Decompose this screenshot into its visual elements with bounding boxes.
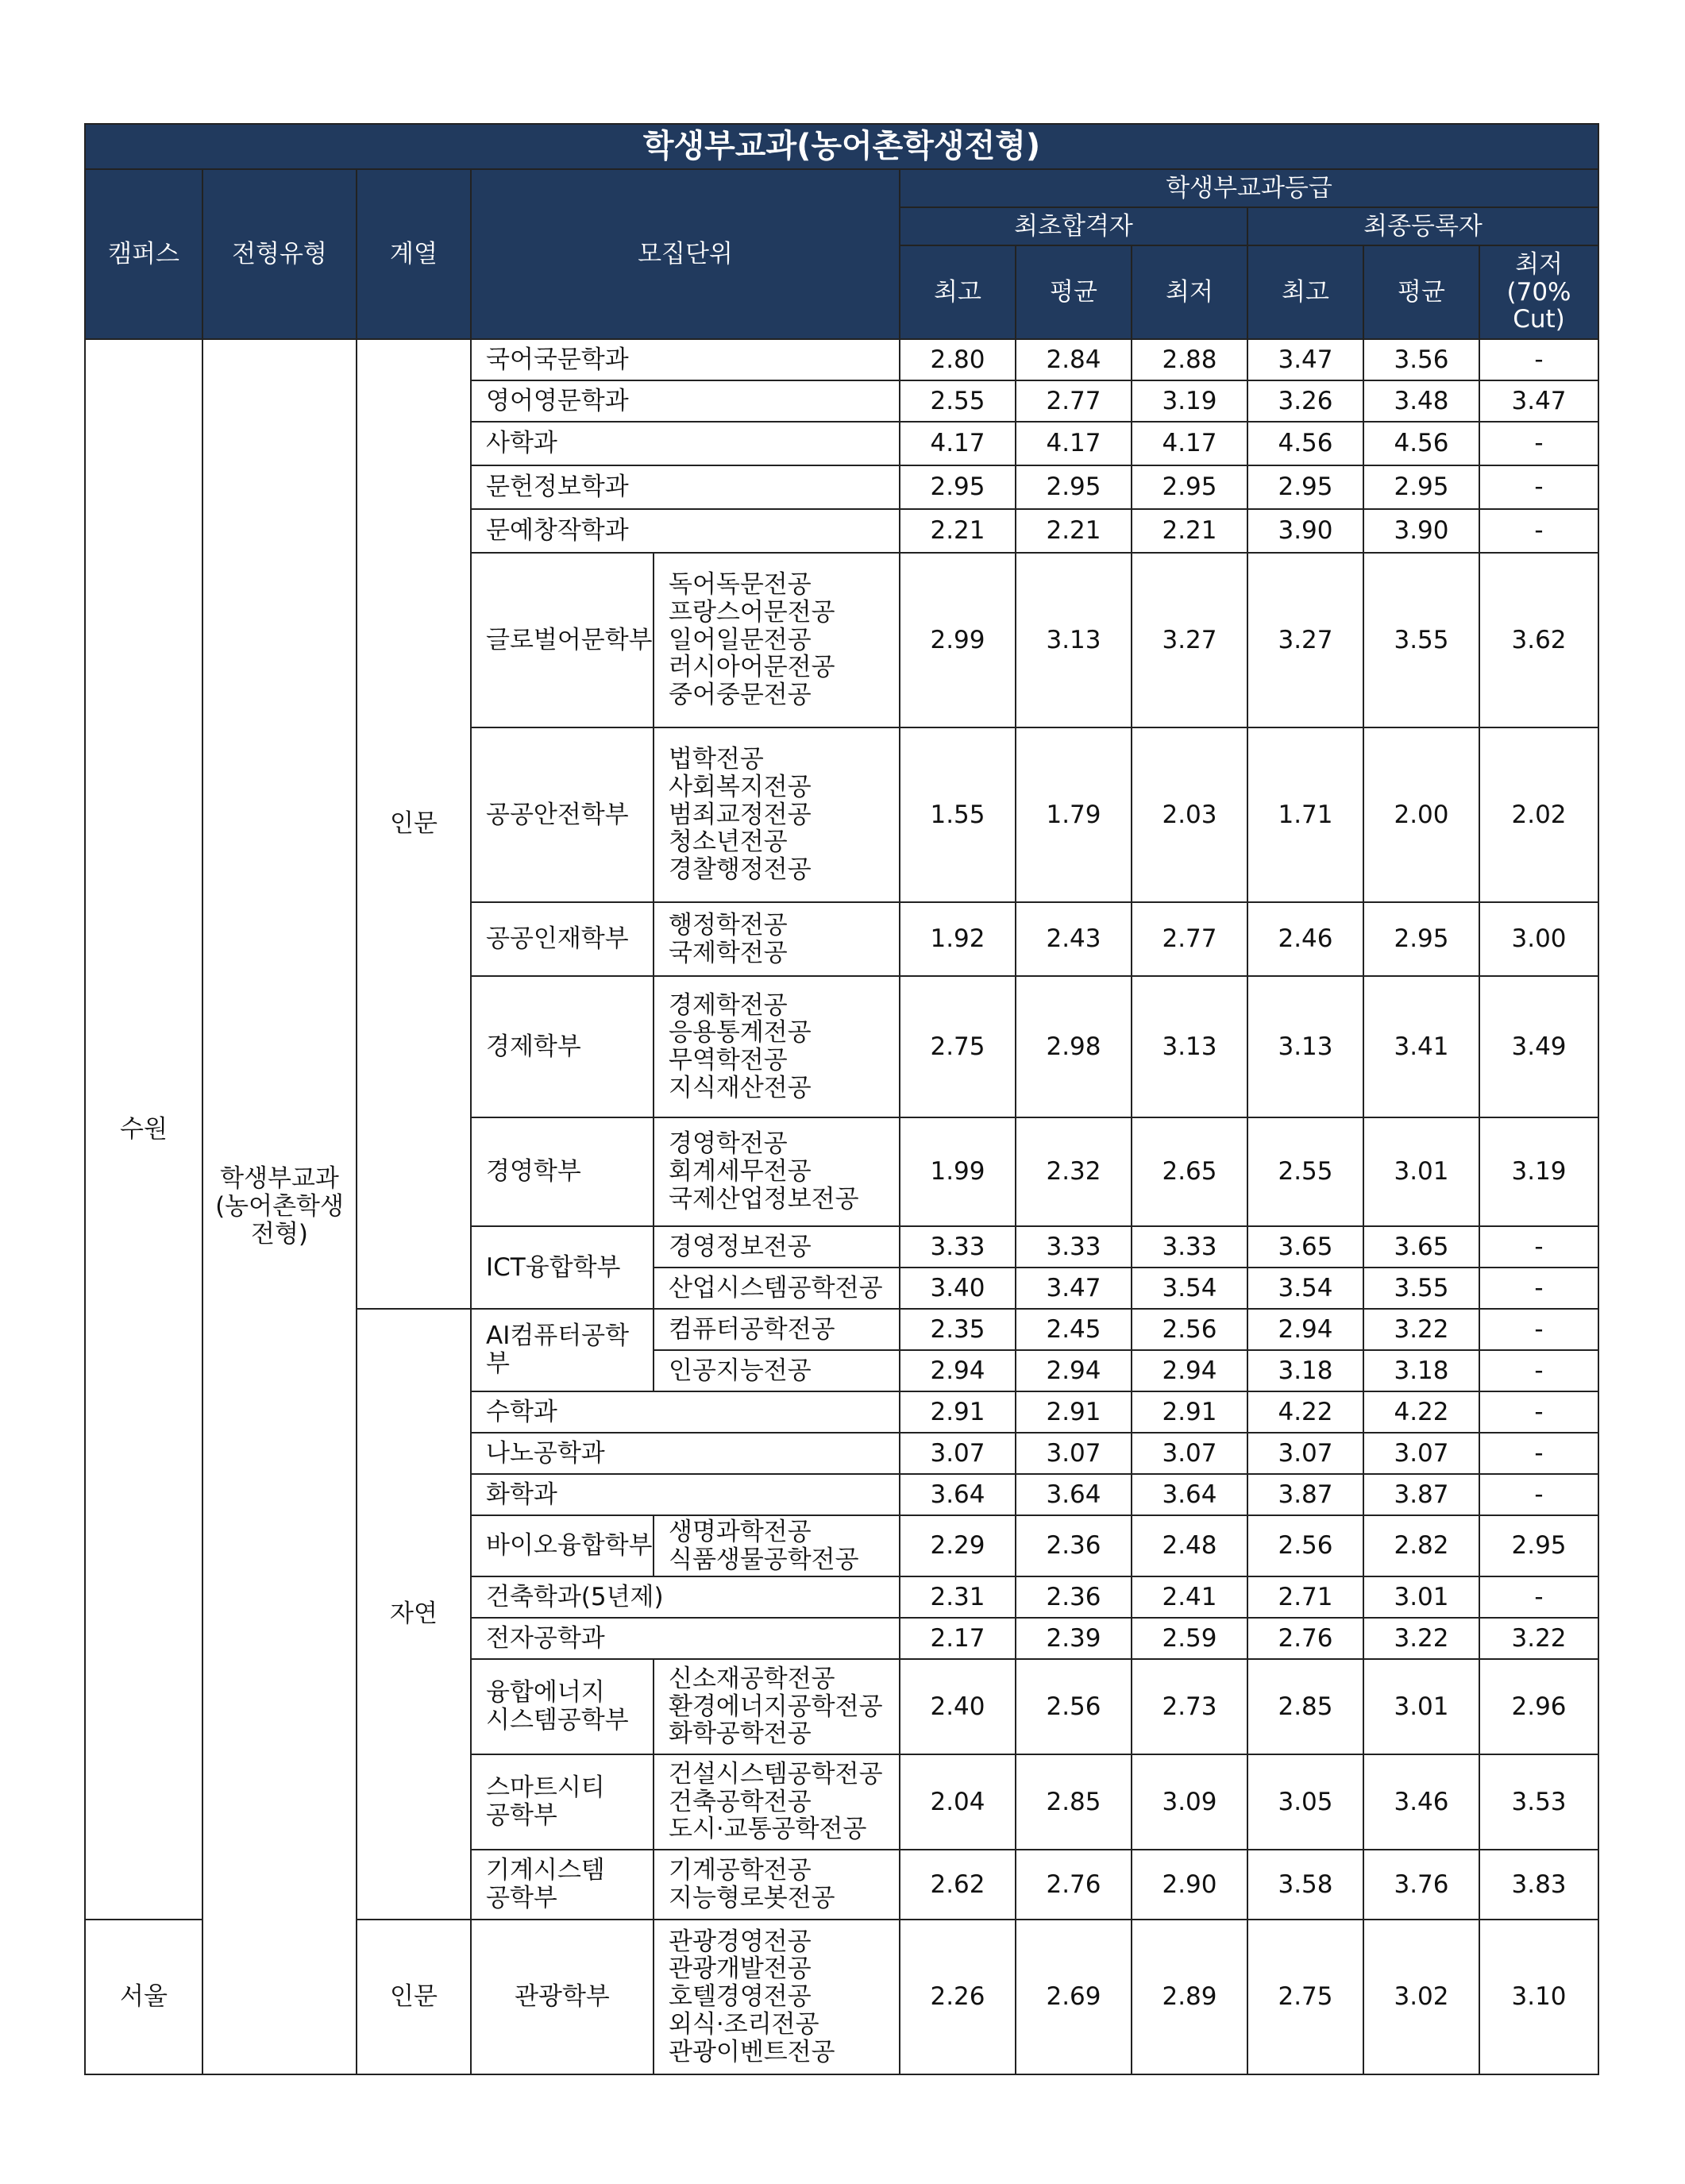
grade-final-avg: 4.22 (1363, 1391, 1479, 1433)
grade-final-max: 2.56 (1247, 1515, 1363, 1576)
grade-initial-min: 3.13 (1132, 976, 1247, 1117)
grade-initial-max: 2.55 (900, 380, 1016, 422)
grade-initial-avg: 3.47 (1016, 1268, 1132, 1309)
grade-final-max: 2.85 (1247, 1659, 1363, 1754)
table-body (85, 339, 1598, 2074)
dept-name: 나노공학과 (471, 1433, 900, 1474)
grade-initial-max: 2.40 (900, 1659, 1016, 1754)
grade-initial-min: 3.64 (1132, 1474, 1247, 1515)
grade-initial-avg: 2.76 (1016, 1850, 1132, 1920)
grade-final-max: 2.75 (1247, 1920, 1363, 2074)
grade-initial-max: 2.21 (900, 509, 1016, 553)
grade-initial-avg: 2.45 (1016, 1309, 1132, 1350)
grade-final-min-70cut: - (1479, 1350, 1598, 1391)
grade-initial-min: 2.59 (1132, 1618, 1247, 1659)
grade-final-min-70cut: - (1479, 1474, 1598, 1515)
major-list: 행정학전공 국제학전공 (654, 902, 900, 976)
grade-final-min-70cut: 3.10 (1479, 1920, 1598, 2074)
major-list: 독어독문전공 프랑스어문전공 일어일문전공 러시아어문전공 중어중문전공 (654, 553, 900, 727)
header-final-avg: 평균 (1363, 245, 1479, 339)
major-list: 생명과학전공 식품생물공학전공 (654, 1515, 900, 1576)
header-recruitment-unit: 모집단위 (471, 169, 900, 339)
header-final-max: 최고 (1247, 245, 1363, 339)
grade-final-min-70cut: - (1479, 1226, 1598, 1268)
track-sciences: 자연 (357, 1309, 471, 1920)
dept-name: 사학과 (471, 422, 900, 465)
grade-final-max: 4.22 (1247, 1391, 1363, 1433)
grade-initial-avg: 3.13 (1016, 553, 1132, 727)
grade-initial-avg: 2.95 (1016, 465, 1132, 509)
grade-final-min-70cut: 3.00 (1479, 902, 1598, 976)
header-final-min-70cut: 최저 (70% Cut) (1479, 245, 1598, 339)
campus-seoul: 서울 (85, 1920, 202, 2074)
grade-final-max: 3.90 (1247, 509, 1363, 553)
grade-final-avg: 3.56 (1363, 339, 1479, 380)
grade-initial-avg: 2.39 (1016, 1618, 1132, 1659)
grade-final-avg: 3.87 (1363, 1474, 1479, 1515)
grade-initial-avg: 2.56 (1016, 1659, 1132, 1754)
grade-final-avg: 2.95 (1363, 902, 1479, 976)
grade-initial-max: 2.91 (900, 1391, 1016, 1433)
dept-name: 경영학부 (471, 1117, 654, 1226)
major-list: 법학전공 사회복지전공 범죄교정전공 청소년전공 경찰행정전공 (654, 727, 900, 902)
grade-initial-max: 3.40 (900, 1268, 1016, 1309)
grade-initial-min: 2.88 (1132, 339, 1247, 380)
grade-initial-max: 2.99 (900, 553, 1016, 727)
dept-name: 영어영문학과 (471, 380, 900, 422)
grade-initial-min: 2.90 (1132, 1850, 1247, 1920)
grade-initial-avg: 2.32 (1016, 1117, 1132, 1226)
grade-initial-avg: 1.79 (1016, 727, 1132, 902)
grade-final-avg: 3.01 (1363, 1117, 1479, 1226)
grade-initial-avg: 2.69 (1016, 1920, 1132, 2074)
grade-initial-max: 4.17 (900, 422, 1016, 465)
grade-final-avg: 2.82 (1363, 1515, 1479, 1576)
grade-final-max: 1.71 (1247, 727, 1363, 902)
grade-initial-avg: 3.07 (1016, 1433, 1132, 1474)
grade-final-avg: 3.90 (1363, 509, 1479, 553)
grade-initial-min: 2.89 (1132, 1920, 1247, 2074)
major-list: 컴퓨터공학전공 (654, 1309, 900, 1350)
dept-name: ICT융합학부 (471, 1226, 654, 1309)
grade-initial-max: 2.94 (900, 1350, 1016, 1391)
grade-final-min-70cut: - (1479, 1268, 1598, 1309)
grade-initial-avg: 2.84 (1016, 339, 1132, 380)
grade-initial-max: 2.31 (900, 1576, 1016, 1618)
grade-initial-max: 3.07 (900, 1433, 1016, 1474)
grade-final-max: 2.46 (1247, 902, 1363, 976)
campus-suwon: 수원 (85, 339, 202, 1920)
header-grade: 학생부교과등급 (900, 169, 1598, 207)
header-final-enrollees: 최종등록자 (1247, 207, 1598, 245)
grade-initial-min: 2.95 (1132, 465, 1247, 509)
dept-name: 공공인재학부 (471, 902, 654, 976)
grade-final-min-70cut: 3.19 (1479, 1117, 1598, 1226)
grade-final-max: 3.54 (1247, 1268, 1363, 1309)
grade-final-avg: 3.18 (1363, 1350, 1479, 1391)
grade-final-min-70cut: 2.96 (1479, 1659, 1598, 1754)
major-list: 신소재공학전공 환경에너지공학전공 화학공학전공 (654, 1659, 900, 1754)
dept-name: 화학과 (471, 1474, 900, 1515)
dept-name: 공공안전학부 (471, 727, 654, 902)
grade-final-max: 3.13 (1247, 976, 1363, 1117)
grade-final-max: 2.55 (1247, 1117, 1363, 1226)
grade-initial-min: 2.91 (1132, 1391, 1247, 1433)
grade-final-min-70cut: - (1479, 1309, 1598, 1350)
grade-initial-min: 2.41 (1132, 1576, 1247, 1618)
grade-initial-avg: 2.85 (1016, 1754, 1132, 1850)
grade-final-min-70cut: 3.47 (1479, 380, 1598, 422)
grade-initial-max: 3.33 (900, 1226, 1016, 1268)
grade-final-avg: 3.01 (1363, 1659, 1479, 1754)
grade-initial-min: 3.54 (1132, 1268, 1247, 1309)
header-initial-avg: 평균 (1016, 245, 1132, 339)
grade-initial-avg: 3.64 (1016, 1474, 1132, 1515)
grade-final-max: 2.76 (1247, 1618, 1363, 1659)
dept-name: 전자공학과 (471, 1618, 900, 1659)
grade-final-avg: 3.55 (1363, 553, 1479, 727)
grade-final-min-70cut: 3.53 (1479, 1754, 1598, 1850)
major-list: 산업시스템공학전공 (654, 1268, 900, 1309)
grade-final-max: 3.87 (1247, 1474, 1363, 1515)
grade-final-avg: 3.22 (1363, 1309, 1479, 1350)
grade-initial-avg: 2.77 (1016, 380, 1132, 422)
grade-initial-avg: 2.94 (1016, 1350, 1132, 1391)
header-admission-type: 전형유형 (202, 169, 357, 339)
dept-name: 국어국문학과 (471, 339, 900, 380)
grade-initial-avg: 2.36 (1016, 1515, 1132, 1576)
grade-initial-min: 2.94 (1132, 1350, 1247, 1391)
grade-initial-min: 2.73 (1132, 1659, 1247, 1754)
dept-name: 스마트시티 공학부 (471, 1754, 654, 1850)
grade-final-avg: 3.22 (1363, 1618, 1479, 1659)
grade-initial-min: 3.09 (1132, 1754, 1247, 1850)
grade-initial-max: 2.04 (900, 1754, 1016, 1850)
grade-final-max: 3.18 (1247, 1350, 1363, 1391)
grade-initial-max: 2.95 (900, 465, 1016, 509)
grade-initial-max: 2.35 (900, 1309, 1016, 1350)
grade-final-min-70cut: - (1479, 1433, 1598, 1474)
table-title: 학생부교과(농어촌학생전형) (85, 124, 1598, 169)
grade-initial-max: 1.55 (900, 727, 1016, 902)
grade-initial-avg: 2.98 (1016, 976, 1132, 1117)
grade-final-min-70cut: - (1479, 339, 1598, 380)
grade-final-min-70cut: 3.49 (1479, 976, 1598, 1117)
grade-final-avg: 2.00 (1363, 727, 1479, 902)
grade-initial-min: 2.56 (1132, 1309, 1247, 1350)
grade-initial-avg: 2.36 (1016, 1576, 1132, 1618)
grade-final-min-70cut: 2.95 (1479, 1515, 1598, 1576)
grade-final-avg: 4.56 (1363, 422, 1479, 465)
grade-initial-min: 3.27 (1132, 553, 1247, 727)
major-list: 건설시스템공학전공 건축공학전공 도시·교통공학전공 (654, 1754, 900, 1850)
grade-initial-max: 3.64 (900, 1474, 1016, 1515)
grade-final-avg: 3.01 (1363, 1576, 1479, 1618)
grade-initial-avg: 4.17 (1016, 422, 1132, 465)
dept-name: 기계시스템 공학부 (471, 1850, 654, 1920)
grade-final-max: 3.07 (1247, 1433, 1363, 1474)
major-list: 관광경영전공 관광개발전공 호텔경영전공 외식·조리전공 관광이벤트전공 (654, 1920, 900, 2074)
grade-initial-max: 2.80 (900, 339, 1016, 380)
dept-name: 수학과 (471, 1391, 900, 1433)
track-humanities-seoul: 인문 (357, 1920, 471, 2074)
grade-initial-min: 3.19 (1132, 380, 1247, 422)
grade-initial-min: 2.48 (1132, 1515, 1247, 1576)
grade-final-max: 3.05 (1247, 1754, 1363, 1850)
grade-initial-avg: 3.33 (1016, 1226, 1132, 1268)
admission-grade-table (84, 123, 1599, 2075)
grade-final-avg: 3.02 (1363, 1920, 1479, 2074)
grade-final-min-70cut: - (1479, 422, 1598, 465)
dept-name: 건축학과(5년제) (471, 1576, 900, 1618)
grade-final-min-70cut: 3.22 (1479, 1618, 1598, 1659)
grade-final-min-70cut: - (1479, 465, 1598, 509)
grade-final-min-70cut: - (1479, 1576, 1598, 1618)
grade-final-avg: 3.48 (1363, 380, 1479, 422)
admission-type-cell: 학생부교과 (농어촌학생 전형) (202, 339, 357, 2074)
grade-initial-min: 2.65 (1132, 1117, 1247, 1226)
grade-final-avg: 3.46 (1363, 1754, 1479, 1850)
grade-final-max: 4.56 (1247, 422, 1363, 465)
grade-initial-avg: 2.21 (1016, 509, 1132, 553)
grade-final-min-70cut: 2.02 (1479, 727, 1598, 902)
grade-final-max: 3.47 (1247, 339, 1363, 380)
grade-final-avg: 3.55 (1363, 1268, 1479, 1309)
grade-final-avg: 2.95 (1363, 465, 1479, 509)
major-list: 인공지능전공 (654, 1350, 900, 1391)
dept-name: 융합에너지 시스템공학부 (471, 1659, 654, 1754)
grade-final-max: 3.58 (1247, 1850, 1363, 1920)
dept-name: 관광학부 (471, 1920, 654, 2074)
grade-final-min-70cut: - (1479, 509, 1598, 553)
grade-final-min-70cut: - (1479, 1391, 1598, 1433)
major-list: 경영학전공 회계세무전공 국제산업정보전공 (654, 1117, 900, 1226)
header-initial-max: 최고 (900, 245, 1016, 339)
admission-table-page (84, 123, 1598, 2075)
grade-initial-min: 2.77 (1132, 902, 1247, 976)
grade-initial-min: 4.17 (1132, 422, 1247, 465)
header-campus: 캠퍼스 (85, 169, 202, 339)
dept-name: 경제학부 (471, 976, 654, 1117)
dept-name: 글로벌어문학부 (471, 553, 654, 727)
grade-final-avg: 3.41 (1363, 976, 1479, 1117)
grade-initial-avg: 2.91 (1016, 1391, 1132, 1433)
table-row (85, 339, 1598, 380)
grade-final-max: 2.95 (1247, 465, 1363, 509)
major-list: 경영정보전공 (654, 1226, 900, 1268)
dept-name: 문예창작학과 (471, 509, 900, 553)
dept-name: AI컴퓨터공학부 (471, 1309, 654, 1391)
grade-initial-min: 3.07 (1132, 1433, 1247, 1474)
header-initial-admits: 최초합격자 (900, 207, 1247, 245)
grade-initial-max: 2.62 (900, 1850, 1016, 1920)
grade-final-max: 2.71 (1247, 1576, 1363, 1618)
grade-initial-max: 2.26 (900, 1920, 1016, 2074)
header-initial-min: 최저 (1132, 245, 1247, 339)
dept-name: 문헌정보학과 (471, 465, 900, 509)
grade-initial-min: 2.21 (1132, 509, 1247, 553)
major-list: 기계공학전공 지능형로봇전공 (654, 1850, 900, 1920)
grade-final-avg: 3.76 (1363, 1850, 1479, 1920)
track-humanities: 인문 (357, 339, 471, 1309)
grade-final-avg: 3.07 (1363, 1433, 1479, 1474)
grade-final-max: 3.27 (1247, 553, 1363, 727)
grade-final-max: 2.94 (1247, 1309, 1363, 1350)
grade-initial-min: 2.03 (1132, 727, 1247, 902)
header-track: 계열 (357, 169, 471, 339)
grade-initial-max: 1.92 (900, 902, 1016, 976)
grade-final-avg: 3.65 (1363, 1226, 1479, 1268)
dept-name: 바이오융합학부 (471, 1515, 654, 1576)
grade-initial-max: 2.75 (900, 976, 1016, 1117)
grade-final-max: 3.65 (1247, 1226, 1363, 1268)
grade-initial-max: 2.29 (900, 1515, 1016, 1576)
grade-initial-max: 1.99 (900, 1117, 1016, 1226)
grade-initial-max: 2.17 (900, 1618, 1016, 1659)
grade-initial-avg: 2.43 (1016, 902, 1132, 976)
grade-initial-min: 3.33 (1132, 1226, 1247, 1268)
grade-final-min-70cut: 3.62 (1479, 553, 1598, 727)
major-list: 경제학전공 응용통계전공 무역학전공 지식재산전공 (654, 976, 900, 1117)
grade-final-min-70cut: 3.83 (1479, 1850, 1598, 1920)
grade-final-max: 3.26 (1247, 380, 1363, 422)
